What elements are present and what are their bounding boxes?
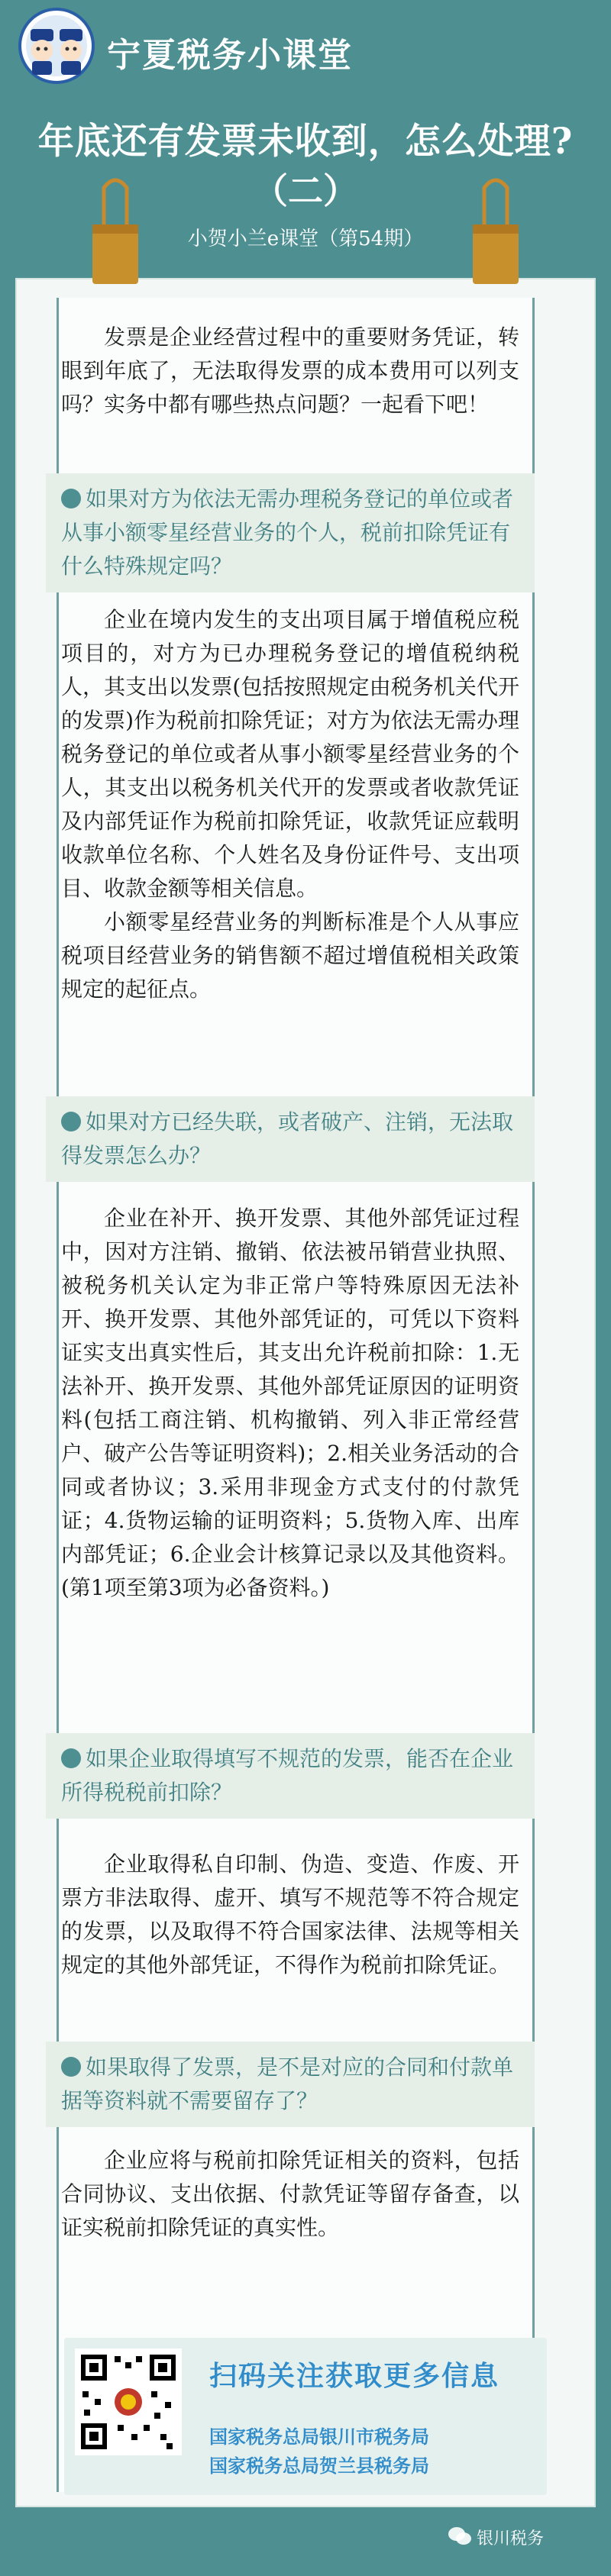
answer-3: [61, 1848, 519, 1982]
intro-block: [61, 321, 519, 421]
qr-code-icon[interactable]: [75, 2348, 182, 2455]
binder-clip-icon: [469, 173, 522, 287]
answer-2: [61, 1202, 519, 1605]
answer-1-paragraph-2: 小额零星经营业务的判断标准是个人从事应税项目经营业务的销售额不超过增值税相关政策规定的起征点。: [61, 909, 519, 1002]
answer-2-paragraph-1: 企业在补开、换开发票、其他外部凭证过程中，因对方注销、撤销、依法被吊销营业执照、被税务机关认定为非正常户等特殊原因无法补开、换开发票、其他外部凭证的，可凭以下资料证实支出真实性后，其支出允许税前扣除：1.无法补开、换开发票、其他外部凭证原因的证明资料(包括工商注销、机构撤销、列入非正常经营户、破产公告等证明资料)；2.相关业务活动的合同或者协议；3.采用非现金方式支付的付款凭证；4.货物运输的证明资料；5.货物入库、出库内部凭证；6.企业会计核算记录以及其他资料。(第1项至第3项为必备资料。): [61, 1206, 519, 1600]
question-1: [46, 473, 535, 592]
question-4: [46, 2042, 535, 2127]
question-3: [46, 1733, 535, 1819]
answer-4: [61, 2144, 519, 2245]
bullet-dot-icon: [61, 489, 81, 508]
question-2-text: 如果对方已经失联，或者破产、注销，无法取得发票怎么办？: [61, 1109, 514, 1168]
binder-clip-icon: [89, 173, 142, 287]
bullet-dot-icon: [61, 1748, 81, 1768]
footer-panel: [64, 2338, 547, 2495]
org-name-2: 国家税务总局贺兰县税务局: [209, 2455, 429, 2477]
brand-title: 宁夏税务小课堂: [107, 36, 353, 75]
question-2: [46, 1096, 535, 1182]
answer-3-paragraph-1: 企业取得私自印制、伪造、变造、作废、开票方非法取得、虚开、填写不规范等不符合规定的发票，以及取得不符合国家法律、法规等相关规定的其他外部凭证，不得作为税前扣除凭证。: [61, 1851, 519, 1977]
watermark-label: 银川税务: [477, 2529, 545, 2549]
answer-4-paragraph-1: 企业应将与税前扣除凭证相关的资料，包括合同协议、支出依据、付款凭证等留存备查，以证实税前扣除凭证的真实性。: [61, 2148, 519, 2240]
scan-prompt: 扫码关注获取更多信息: [209, 2361, 500, 2392]
intro-paragraph: 发票是企业经营过程中的重要财务凭证，转眼到年底了，无法取得发票的成本费用可以列支吗？实务中都有哪些热点问题？一起看下吧！: [61, 324, 519, 417]
page-subtitle: （二）: [253, 170, 358, 211]
bullet-dot-icon: [61, 1112, 81, 1131]
question-3-text: 如果企业取得填写不规范的发票，能否在企业所得税税前扣除？: [61, 1746, 514, 1805]
page-title: 年底还有发票未收到，怎么处理?: [37, 121, 574, 163]
issue-label: 小贺小兰e课堂（第54期）: [187, 228, 424, 250]
bullet-dot-icon: [61, 2057, 81, 2077]
question-4-text: 如果取得了发票，是不是对应的合同和付款单据等资料就不需要留存了？: [61, 2055, 514, 2113]
answer-1: [61, 603, 519, 1006]
org-name-1: 国家税务总局银川市税务局: [209, 2426, 429, 2448]
answer-1-paragraph-1: 企业在境内发生的支出项目属于增值税应税项目的，对方为已办理税务登记的增值税纳税人，其支出以发票(包括按照规定由税务机关代开的发票)作为税前扣除凭证；对方为依法无需办理税务登记的单位或者从事小额零星经营业务的个人，其支出以税务机关代开的发票或者收款凭证及内部凭证作为税前扣除凭证，收款凭证应载明收款单位名称、个人姓名及身份证件号、支出项目、收款金额等相关信息。: [61, 607, 519, 901]
wechat-icon: [448, 2526, 472, 2547]
mascot-logo-icon: [11, 6, 102, 86]
question-1-text: 如果对方为依法无需办理税务登记的单位或者从事小额零星经营业务的个人，税前扣除凭证有什么特殊规定吗？: [61, 486, 514, 579]
